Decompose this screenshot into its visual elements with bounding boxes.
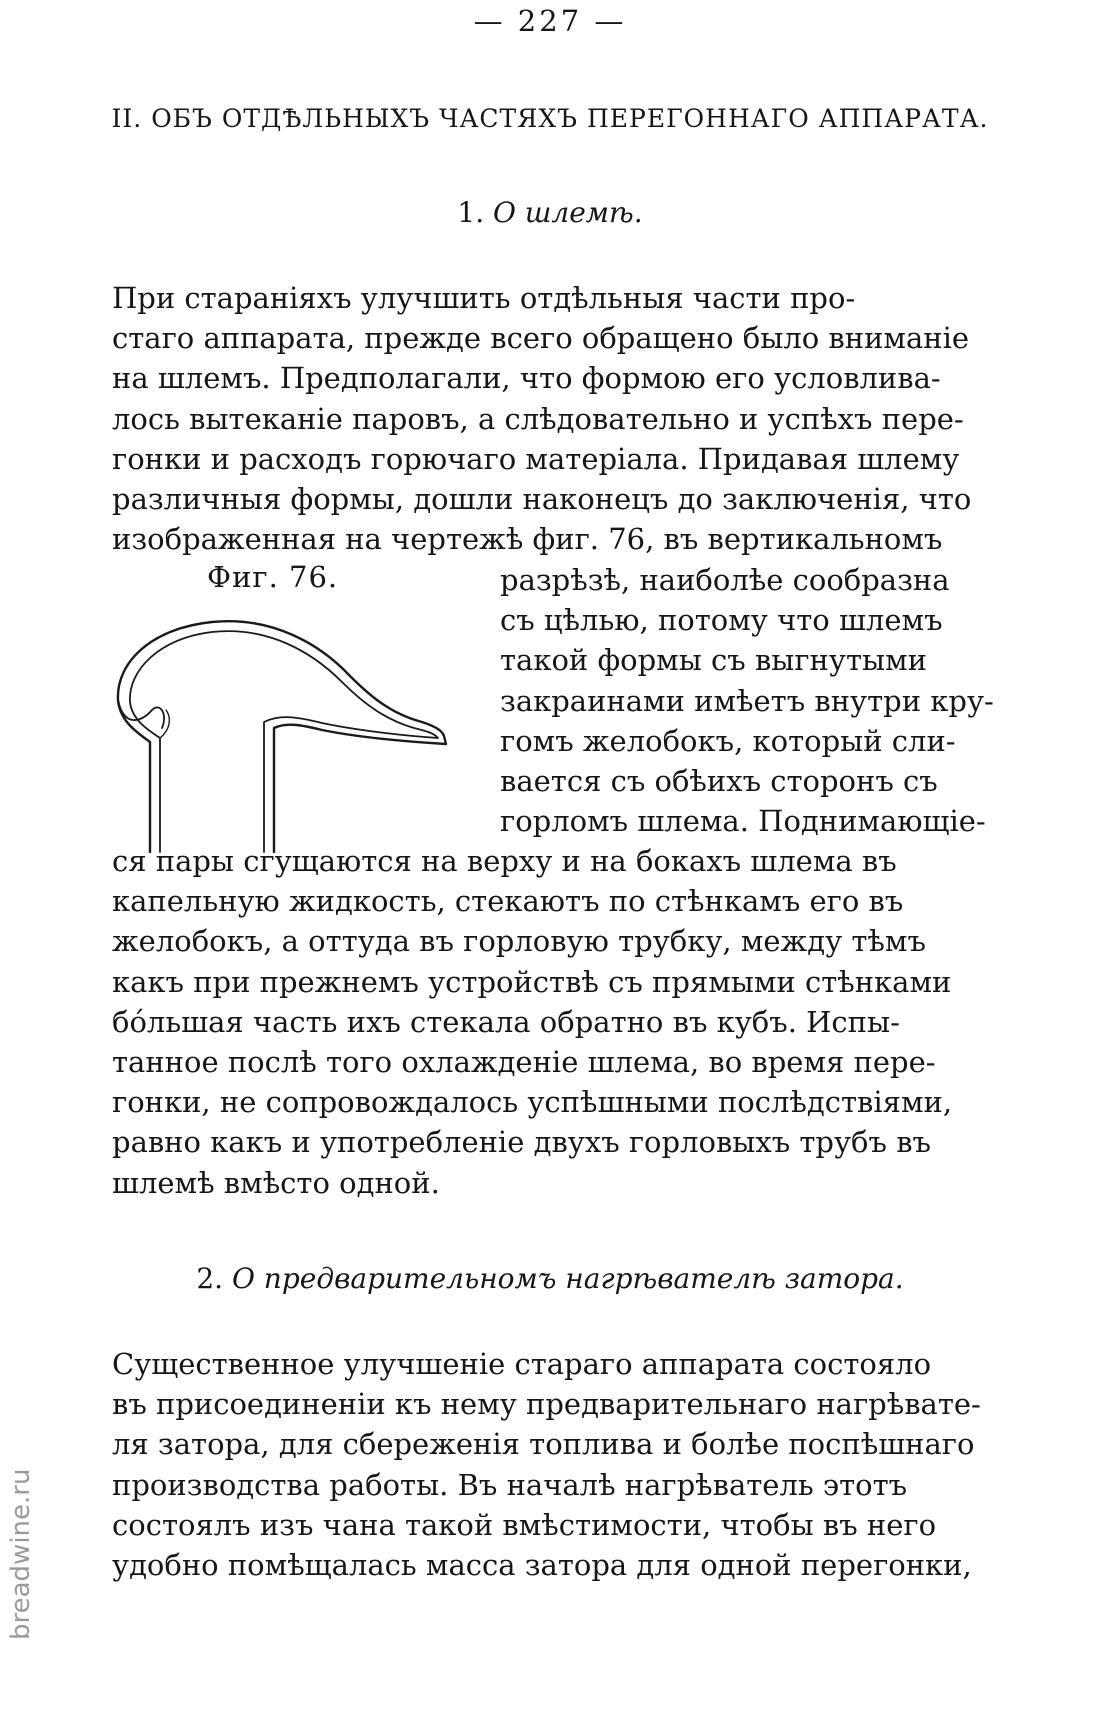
section-2-number: 2. [196,1262,224,1295]
figure-caption: Фиг. 76. [207,560,339,594]
section-1-heading [0,196,1100,229]
section-1-title: О шлемѣ. [493,196,643,229]
section-1-paragraph-top: При стараніяхъ улучшить отдѣльныя части про- стаго аппарата, прежде всего обращено было вниманіе на шлемъ. Предполагали, что формою его условлива- лось вытеканіе паровъ, а слѣдовательно и успѣхъ пере- гонки и расходъ горючаго матеріала. Придавая шлему различныя формы, дошли наконецъ до заключенія, что изображенная на чертежѣ фиг. 76, въ вертикальномъ [112,281,972,557]
page-number: — 227 — [473,4,627,38]
section-1-number: 1. [457,196,485,229]
section-1-paragraph-bottom: ся пары сгущаются на верху и на бокахъ шлема въ капельную жидкость, стекаютъ по стѣнкамъ его въ желобокъ, а оттуда въ горловую трубку, между тѣмъ какъ при прежнемъ устройствѣ съ прямыми стѣнками бо́льшая часть ихъ стекала обратно въ кубъ. Испы- танное послѣ того охлажденіе шлема, во время пере- гонки, не сопровождалось успѣшными послѣдствіями, равно какъ и употребленіе двухъ горловыхъ трубъ въ шлемѣ вмѣсто одной. [112,844,953,1200]
helmet-cross-section-diagram [112,610,482,880]
chapter-title: II. ОБЪ ОТДѢЛЬНЫХЪ ЧАСТЯХЪ ПЕРЕГОННАГО АППАРАТА. [111,104,989,133]
section-1-paragraph-wrap: разрѣзѣ, наиболѣе сообразна съ цѣлью, потому что шлемъ такой формы съ выгнутыми закраинами имѣетъ внутри кру- гомъ желобокъ, который сли- вается съ обѣихъ сторонъ съ горломъ шлема. Поднимающіе- [500,563,994,839]
section-2-heading [0,1262,1100,1295]
site-watermark: breadwine.ru [6,1468,36,1640]
section-2-title: О предварительномъ нагрѣвателѣ затора. [231,1262,904,1295]
section-2-paragraph: Существенное улучшеніе стараго аппарата состояло въ присоединеніи къ нему предварительнаго нагрѣвате- ля затора, для сбереженія топлива и болѣе поспѣшнаго производства работы. Въ началѣ нагрѣватель этотъ состоялъ изъ чана такой вмѣстимости, чтобы въ него удобно помѣщалась масса затора для одной перегонки, [112,1347,981,1583]
